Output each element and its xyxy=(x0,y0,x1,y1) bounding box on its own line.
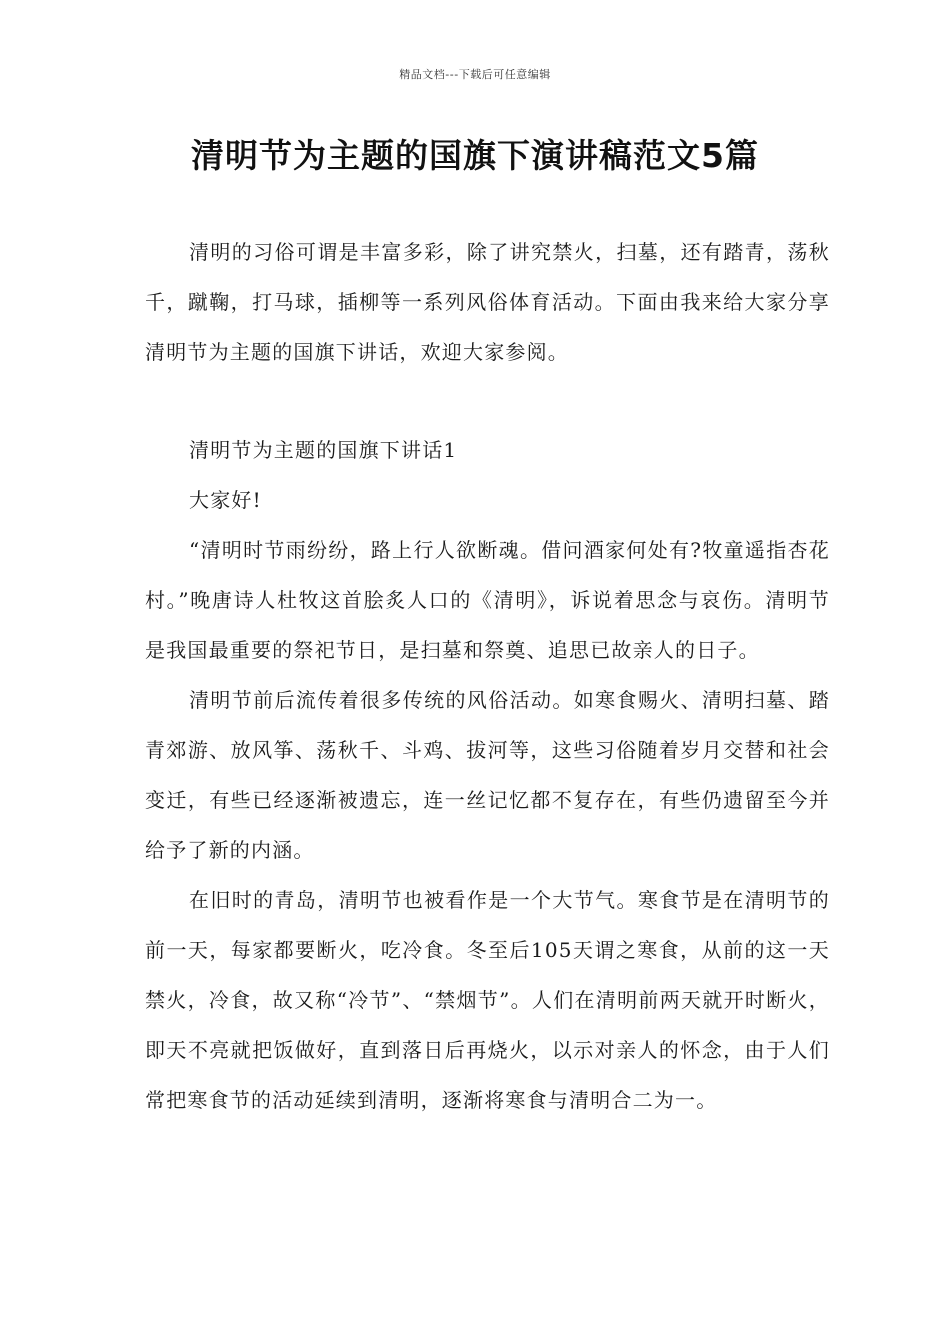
greeting: 大家好! xyxy=(189,488,262,512)
section-heading: 清明节为主题的国旗下讲话1 xyxy=(189,438,458,462)
header-note: 精品文档---下载后可任意编辑 xyxy=(399,68,551,81)
speech-paragraph: 清明节前后流传着很多传统的风俗活动。如寒食赐火、清明扫墓、踏青郊游、放风筝、荡秋千、斗鸡、拔河等，这些习俗随着岁月交替和社会变迁，有些已经逐渐被遗忘，连一丝记忆都不复存在，有些仍遗留至今并给予了新的内涵。 xyxy=(145,688,830,862)
document-title: 清明节为主题的国旗下演讲稿范文5篇 xyxy=(191,136,759,175)
intro-paragraph: 清明的习俗可谓是丰富多彩，除了讲究禁火，扫墓，还有踏青，荡秋千，蹴鞠，打马球，插柳等一系列风俗体育活动。下面由我来给大家分享清明节为主题的国旗下讲话，欢迎大家参阅。 xyxy=(145,240,830,364)
speech-paragraph: “清明时节雨纷纷，路上行人欲断魂。借问酒家何处有?牧童遥指杏花村。”晚唐诗人杜牧这首脍炙人口的《清明》，诉说着思念与哀伤。清明节是我国最重要的祭祀节日，是扫墓和祭奠、追思已故亲人的日子。 xyxy=(145,538,830,662)
speech-paragraph: 在旧时的青岛，清明节也被看作是一个大节气。寒食节是在清明节的前一天，每家都要断火，吃冷食。冬至后105天谓之寒食，从前的这一天禁火，冷食，故又称“冷节”、“禁烟节”。人们在清明前两天就开时断火，即天不亮就把饭做好，直到落日后再烧火，以示对亲人的怀念，由于人们常把寒食节的活动延续到清明，逐渐将寒食与清明合二为一。 xyxy=(145,888,830,1112)
speech-body xyxy=(145,525,830,1125)
